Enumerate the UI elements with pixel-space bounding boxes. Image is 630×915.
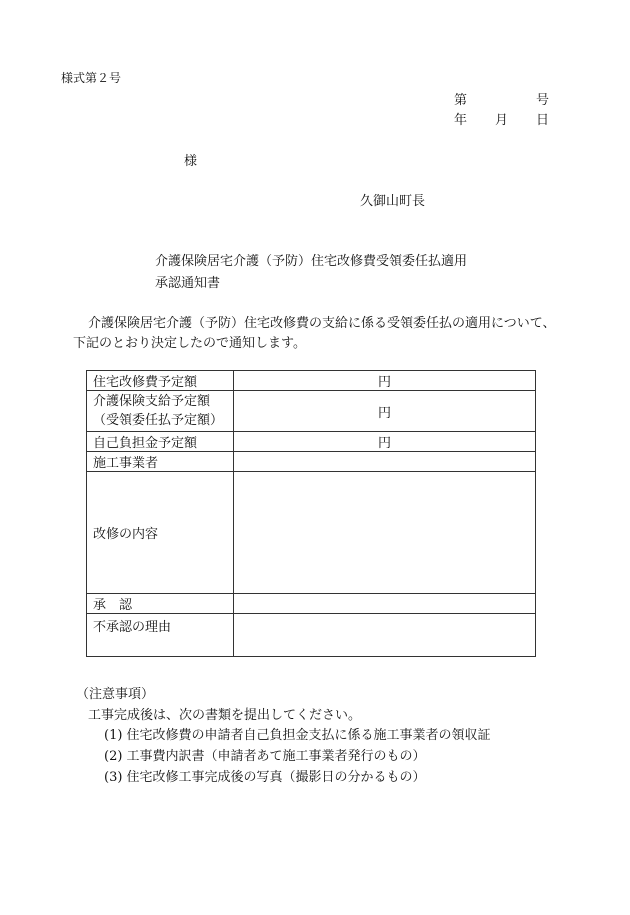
table-row: [87, 371, 536, 391]
row-label-insurance-payment: [87, 391, 234, 432]
row-label-rejection-reason: 不承認の理由: [87, 614, 234, 657]
row-label-self-pay: 自己負担金予定額: [87, 432, 234, 452]
row-label-renovation-cost: 住宅改修費予定額: [87, 371, 234, 391]
row-label-renovation-details: 改修の内容: [87, 472, 234, 594]
row-value-insurance-payment: 円: [234, 391, 536, 432]
table-row: [87, 452, 536, 472]
notes-heading: （注意事項）: [76, 687, 155, 702]
table-row: [87, 391, 536, 432]
row-value-approval: [234, 594, 536, 614]
note-item: (2) 工事費内訳書（申請者あて施工事業者発行のもの）: [104, 749, 426, 764]
issuer-name: 久御山町長: [360, 194, 426, 209]
row-value-contractor: [234, 452, 536, 472]
note-item: (3) 住宅改修工事完成後の写真（撮影日の分かるもの）: [104, 770, 426, 785]
body-text-line2: 下記のとおり決定したので通知します。: [73, 336, 306, 351]
row-label-insurance-payment-line2: （受領委任払予定額）: [93, 413, 224, 428]
row-value-self-pay: 円: [234, 432, 536, 452]
row-label-contractor: 施工事業者: [87, 452, 234, 472]
date-year-label: 年: [454, 113, 468, 128]
row-value-renovation-cost: 円: [234, 371, 536, 391]
document-title-line2: 承認通知書: [155, 276, 221, 291]
addressee-honorific: 様: [184, 154, 198, 169]
doc-number-suffix: 号: [536, 93, 550, 108]
body-text-line1: 介護保険居宅介護（予防）住宅改修費の支給に係る受領委任払の適用について、: [88, 316, 556, 331]
notes-intro: 工事完成後は、次の書類を提出してください。: [88, 708, 362, 723]
row-value-rejection-reason: [234, 614, 536, 657]
doc-number-prefix: 第: [454, 93, 468, 108]
date-day-label: 日: [536, 113, 550, 128]
row-label-insurance-payment-line1: 介護保険支給予定額: [93, 394, 211, 409]
document-title-line1: 介護保険居宅介護（予防）住宅改修費受領委任払適用: [155, 254, 468, 269]
form-number: 様式第２号: [61, 71, 122, 85]
table-row: [87, 432, 536, 452]
table-row: [87, 594, 536, 614]
note-item: (1) 住宅改修費の申請者自己負担金支払に係る施工事業者の領収証: [104, 728, 491, 743]
details-table: [86, 370, 536, 657]
row-value-renovation-details: [234, 472, 536, 594]
table-row: [87, 614, 536, 657]
row-label-approval: 承 認: [87, 594, 234, 614]
date-month-label: 月: [495, 113, 509, 128]
table-row: [87, 472, 536, 594]
